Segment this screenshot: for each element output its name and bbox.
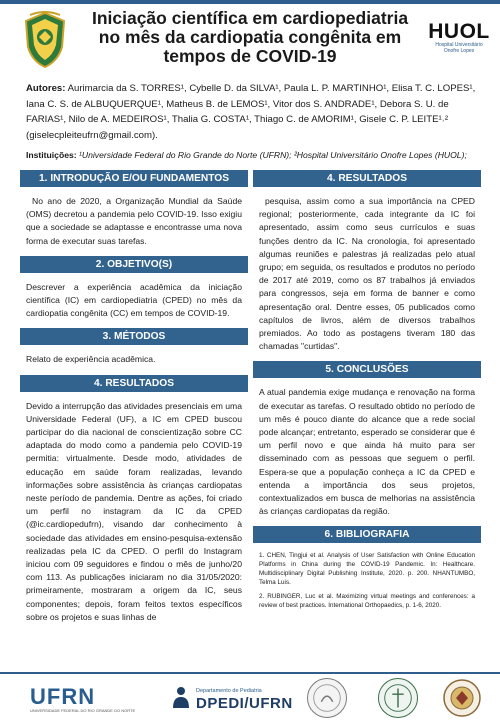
section-header-results-right: 4. RESULTADOS bbox=[253, 170, 481, 187]
section-header-introduction: 1. INTRODUÇÃO E/OU FUNDAMENTOS bbox=[20, 170, 248, 187]
objectives-text: Descrever a experiência acadêmica da iniciação científica (IC) em cardiopediatria (CPED) no mês da cardiopatia congênita (CC) em tempos de COVID-19. bbox=[26, 281, 242, 319]
section-header-bibliography: 6. BIBLIOGRAFIA bbox=[253, 526, 481, 543]
results-text-left: Devido a interrupção das atividades presenciais em uma Universidade Federal (UF), a IC em CPED buscou participar do dia nacional de conscientização sobre CC adaptada do modo como a pandemia pelo COVID-19 permitia: virtualmente. Desde modo, atividades de educação em saúde foram realizadas, levando informações sobre assistência às crianças cardiopatas neste período de pandemia. Dentre as ações, foi criado um perfil no instagram da IC da CPED (@ic.cardiopedufrn), visando dar conhecimento à sociedade das atividades em ensino-pesquisa-extensão realizadas pela IC da CPED. O perfil do Instagram iniciou com 09 seguidores e findou o mês de junho/20 com 113. As publicações iniciaram no dia 31/05/2020: primeiramente, mostraram a origem da IC, seus componentes; depois, foram feitos textos específicos sobre os projetos e suas linhas de bbox=[26, 400, 242, 622]
huol-mark: HUOL bbox=[428, 20, 490, 43]
poster-title: Iniciação científica em cardiopediatria no mês da cardiopatia congênita em tempos de COVID-19 bbox=[91, 8, 409, 66]
left-column bbox=[20, 170, 248, 624]
ufrn-crest-logo bbox=[22, 11, 68, 69]
authors-label: Autores: bbox=[26, 83, 66, 94]
introduction-text: No ano de 2020, a Organização Mundial da Saúde (OMS) decretou a pandemia pelo COVID-19. Isso exigiu que a sociedade se adaptasse e encontrasse uma nova forma de executar suas tarefas. bbox=[26, 196, 242, 246]
bibliography-item: 1. CHEN, Tingjui et al. Analysis of User Satisfaction with Online Education Platforms in China during the COVID-19 Pandemic. In: Healthcare. Multidisciplinary Digital Publishing Institute, 2020. p. 200. NHANTUMBO, Telma Luis. bbox=[259, 552, 475, 587]
dpedi-icon bbox=[170, 686, 192, 710]
medical-seal-icon bbox=[378, 678, 418, 718]
dpedi-logo-text: DPEDI/UFRN bbox=[196, 695, 293, 712]
top-accent-bar bbox=[0, 0, 500, 4]
conclusions-text: A atual pandemia exige mudança e renovação na forma de executar as tarefas. O resultado obtido no período de um mês é pouco diante do alcance que a rede social pode alcançar; entretanto, esperado se considerar que é um perfil novo e que ainda há muito para ser disseminado com as pessoas que seguem o perfil. Espera-se que a população conheça a IC da CPED e entenda a importância dos seus projetos, contextualizados em busca de melhorias na assistência às crianças cardiopatas da região. bbox=[259, 387, 475, 517]
footer-divider bbox=[0, 672, 500, 674]
institutions-block bbox=[26, 150, 486, 161]
dpedi-department-label: Departamento de Pediatria bbox=[196, 688, 262, 694]
ufrn-logo-subtitle: UNIVERSIDADE FEDERAL DO RIO GRANDE DO NORTE bbox=[30, 708, 136, 713]
authors-block bbox=[26, 81, 476, 143]
institutional-seal-icon bbox=[307, 678, 347, 718]
authors-text: Aurimarcia da S. TORRES¹, Cybelle D. da SILVA¹, Paula L. P. MARTINHO¹, Elisa T. C. LOPES¹, Iana C. S. de ALBUQUERQUE¹, Matheus B. de LEMOS¹, Vitor dos S. ANDRADE¹, Debora S. U. de FARIAS¹, Nilo de A. MEDEIROS¹, Thalia G. COSTA¹, Thiago C. de AMORIM¹, Gisele C. P. LEITE¹˒² (giselecpleiteufrn@gmail.com). bbox=[26, 83, 476, 141]
emblem-seal-icon bbox=[442, 678, 482, 718]
ufrn-logo-text: UFRN bbox=[30, 684, 96, 709]
huol-subtitle-1: Hospital Universitário bbox=[435, 42, 483, 48]
section-header-conclusions: 5. CONCLUSÕES bbox=[253, 361, 481, 378]
footer-logos bbox=[0, 672, 500, 722]
section-header-results-left: 4. RESULTADOS bbox=[20, 375, 248, 392]
huol-subtitle-2: Onofre Lopes bbox=[443, 48, 475, 54]
section-header-objectives: 2. OBJETIVO(S) bbox=[20, 256, 248, 273]
institutions-label: Instituições: bbox=[26, 150, 77, 160]
institutions-text: ¹Universidade Federal do Rio Grande do Norte (UFRN); ²Hospital Universitário Onofre Lopes (HUOL); bbox=[79, 150, 467, 160]
results-text-right: pesquisa, assim como a sua importância na CPED regional; posteriormente, cada integrante da IC foi apresentado, assim como seus currículos e suas funções dentro da IC. Na cronologia, foi apresentado algumas reuniões e palestras já realizadas pelo atual grupo; em seguida, os resultados e produtos no período de 2017 até 2019, como os 87 trabalhos já enviados para congressos, seja em forma de banner e como apresentação oral. Dentre esses, 05 publicados como capítulos de livros, além de diversos trabalhos premiados. Ao todo as postagens tiveram 180 das chamadas "curtidas". bbox=[259, 196, 475, 352]
methods-text: Relato de experiência acadêmica. bbox=[26, 354, 156, 365]
bibliography-item: 2. RUBINGER, Luc et al. Maximizing virtual meetings and conferences: a review of best practices. International Orthopaedics, p. 1-6, 2020. bbox=[259, 593, 475, 610]
right-column bbox=[253, 170, 481, 610]
section-header-methods: 3. MÉTODOS bbox=[20, 328, 248, 345]
huol-logo bbox=[424, 22, 494, 54]
